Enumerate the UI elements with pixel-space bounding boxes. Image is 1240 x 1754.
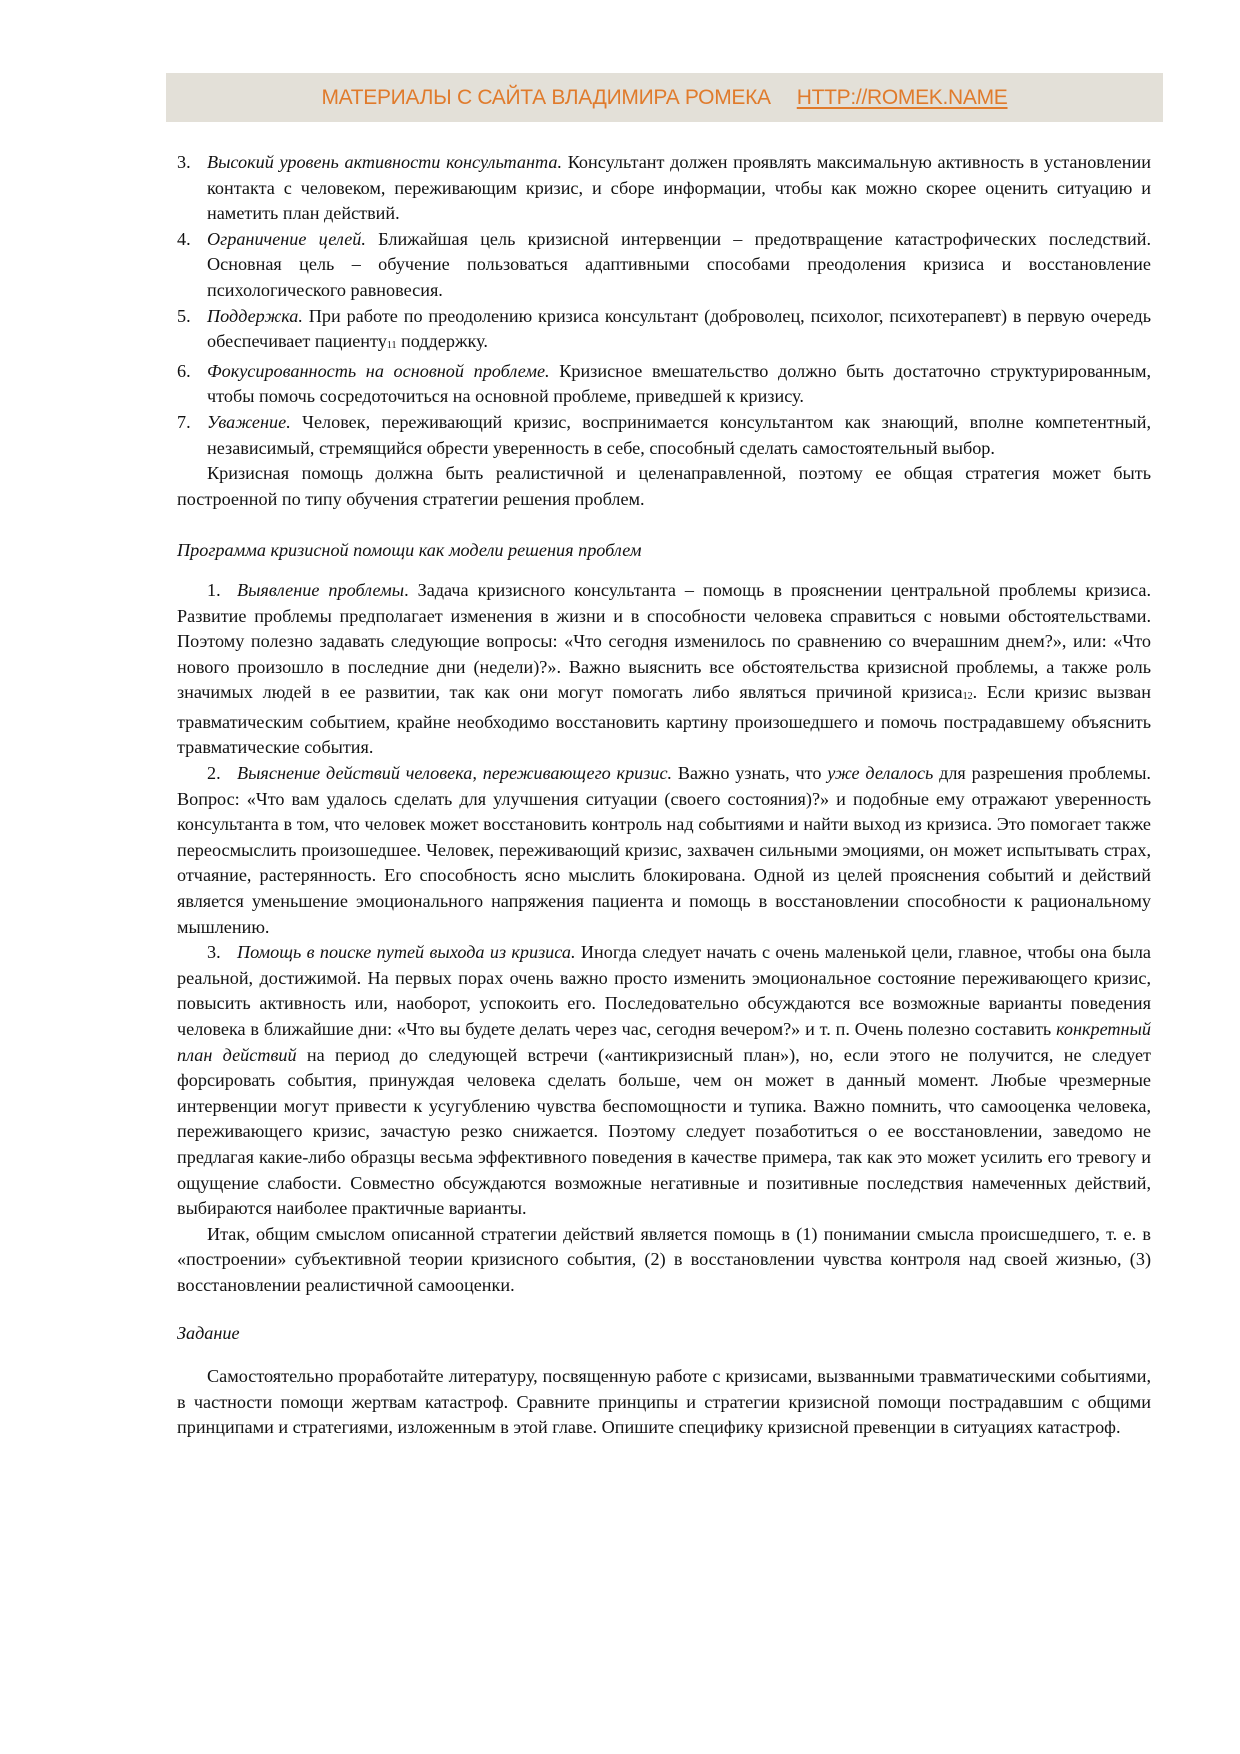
principle-item-7 bbox=[177, 410, 1151, 461]
header-banner bbox=[166, 73, 1163, 122]
step-text-end: для разрешения проблемы. Вопрос: «Что вам удалось сделать для улучшения ситуации (своего состояния)?» и подобные ему отражают уверенность консультанта в том, что человек может восстановить контроль над событиями и найти выход из кризиса. Это помогает также переосмыслить произошедшее. Человек, переживающий кризис, захвачен сильными эмоциями, он может испытывать страх, отчаяние, растерянность. Его способность ясно мыслить блокирована. Одной из целей прояснения событий и действий является уменьшение эмоционального напряжения пациента и помощь в восстановлении способности к рациональному мышлению. bbox=[177, 763, 1151, 937]
step-emphasis: уже делалось bbox=[827, 763, 934, 784]
principle-text: При работе по преодолению кризиса консультант (доброволец, психолог, психотерапевт) в первую очередь обеспечивает пациенту bbox=[207, 305, 1151, 352]
summary-paragraph: Кризисная помощь должна быть реалистичной и целенаправленной, поэтому ее общая стратегия может быть построенной по типу обучения стратегии решения проблем. bbox=[177, 463, 1151, 509]
section-heading-task: Задание bbox=[177, 1322, 240, 1343]
list-number: 7. bbox=[177, 411, 191, 432]
step-text: . Задача кризисного консультанта – помощь в прояснении центральной проблемы кризиса. Развитие проблемы предполагает изменения в жизни и в способности человека справиться с новыми обстоятельствами. Поэтому полезно задавать следующие вопросы: «Что сегодня изменилось по сравнению со вчерашним днем?», или: «Что нового произошло в последние дни (недели)?». Важно выяснить все обстоятельства кризисной проблемы, а также роль значимых людей в ее развитии, так как они могут помогать либо являться причиной кризиса bbox=[177, 579, 1151, 703]
principle-title: Фокусированность на основной проблеме. bbox=[207, 360, 550, 381]
principle-title: Поддержка. bbox=[207, 305, 303, 326]
step-number: 2. bbox=[207, 763, 221, 784]
list-number: 4. bbox=[177, 228, 191, 249]
step-title: Выяснение действий человека, переживающего кризис. bbox=[237, 763, 673, 784]
step-title: Выявление проблемы bbox=[237, 579, 405, 600]
step-text: Иногда следует начать с очень маленькой цели, главное, чтобы она была реальной, достижимой. На первых порах очень важно просто изменить эмоциональное состояние переживающего кризис, повысить активность или, наоборот, успокоить его. Последовательно обсуждаются все возможные варианты поведения человека в ближайшие дни: «Что вы будете делать через час, сегодня вечером?» и т. п. Очень полезно составить bbox=[177, 942, 1151, 1039]
list-number: 3. bbox=[177, 152, 191, 172]
principle-item-3 bbox=[177, 150, 1151, 227]
banner-title: МАТЕРИАЛЫ С САЙТА ВЛАДИМИРА РОМЕКА bbox=[321, 85, 771, 109]
section-heading-program: Программа кризисной помощи как модели решения проблем bbox=[177, 540, 642, 561]
program-conclusion: Итак, общим смыслом описанной стратегии действий является помощь в (1) понимании смысла происшедшего, т. е. в «построении» субъективной теории кризисного события, (2) в восстановлении чувства контроля над своей жизнью, (3) восстановлении реалистичной самооценки. bbox=[177, 1223, 1151, 1295]
principle-title: Высокий уровень активности консультанта. bbox=[207, 152, 562, 172]
principle-title: Уважение. bbox=[207, 411, 291, 432]
list-number: 5. bbox=[177, 305, 191, 326]
principle-text-end: поддержку. bbox=[396, 331, 488, 352]
principle-item-5 bbox=[177, 304, 1151, 359]
document-body bbox=[177, 150, 1151, 1441]
principle-item-4 bbox=[177, 227, 1151, 304]
program-step-2 bbox=[177, 761, 1151, 940]
step-text-end: . Если кризис вызван травматическим событием, крайне необходимо восстановить картину произошедшего и помочь пострадавшему объяснить травматические события. bbox=[177, 682, 1151, 758]
step-title: Помощь в поиске путей выхода из кризиса. bbox=[237, 942, 576, 963]
step-number: 1. bbox=[207, 579, 221, 600]
banner-link[interactable]: HTTP://ROMEK.NAME bbox=[796, 85, 1008, 109]
footnote-marker[interactable]: 12 bbox=[962, 691, 973, 703]
principle-title: Ограничение целей. bbox=[207, 228, 366, 249]
principle-text: Человек, переживающий кризис, воспринимается консультантом как знающий, вполне компетентный, независимый, стремящийся обрести уверенность в себе, способный сделать самостоятельный выбор. bbox=[207, 411, 1151, 458]
step-emphasis: конкретный план действий bbox=[177, 1019, 1151, 1065]
principle-text: Кризисное вмешательство должно быть достаточно структурированным, чтобы помочь сосредоточиться на основной проблеме, приведшей к кризису. bbox=[207, 360, 1151, 407]
principle-text: Консультант должен проявлять максимальную активность в установлении контакта с человеком, переживающим кризис, и сборе информации, чтобы как можно скорее оценить ситуацию и наметить план действий. bbox=[207, 152, 1151, 224]
principle-text: Ближайшая цель кризисной интервенции – предотвращение катастрофических последствий. Основная цель – обучение пользоваться адаптивными способами преодоления кризиса и восстановление психологического равновесия. bbox=[207, 228, 1151, 300]
principle-item-6 bbox=[177, 359, 1151, 410]
step-number: 3. bbox=[207, 942, 221, 963]
step-text: Важно узнать, что bbox=[672, 763, 828, 784]
footnote-marker[interactable]: 11 bbox=[386, 340, 397, 352]
step-text-end: на период до следующей встречи («антикризисный план»), но, если этого не получится, не следует форсировать события, принуждая человека сделать больше, чем он может в данный момент. Любые чрезмерные интервенции могут привести к усугублению чувства беспомощности и тупика. Важно помнить, что самооценка человека, переживающего кризис, зачастую резко снижается. Поэтому следует позаботиться о ее восстановлении, заведомо не предлагая какие-либо образцы весьма эффективного поведения в качестве примера, так как это может усилить его тревогу и ощущение слабости. Совместно обсуждаются возможные негативные и позитивные последствия намеченных действий, выбираются наиболее практичные варианты. bbox=[177, 1044, 1151, 1219]
program-step-3 bbox=[177, 940, 1151, 1222]
task-paragraph: Самостоятельно проработайте литературу, посвященную работе с кризисами, вызванными травматическими событиями, в частности помощи жертвам катастроф. Сравните принципы и стратегии кризисной помощи пострадавшим с общими принципами и стратегиями, изложенным в этой главе. Опишите специфику кризисной превенции в ситуациях катастроф. bbox=[177, 1366, 1151, 1438]
list-number: 6. bbox=[177, 360, 191, 381]
program-step-1 bbox=[177, 578, 1151, 761]
